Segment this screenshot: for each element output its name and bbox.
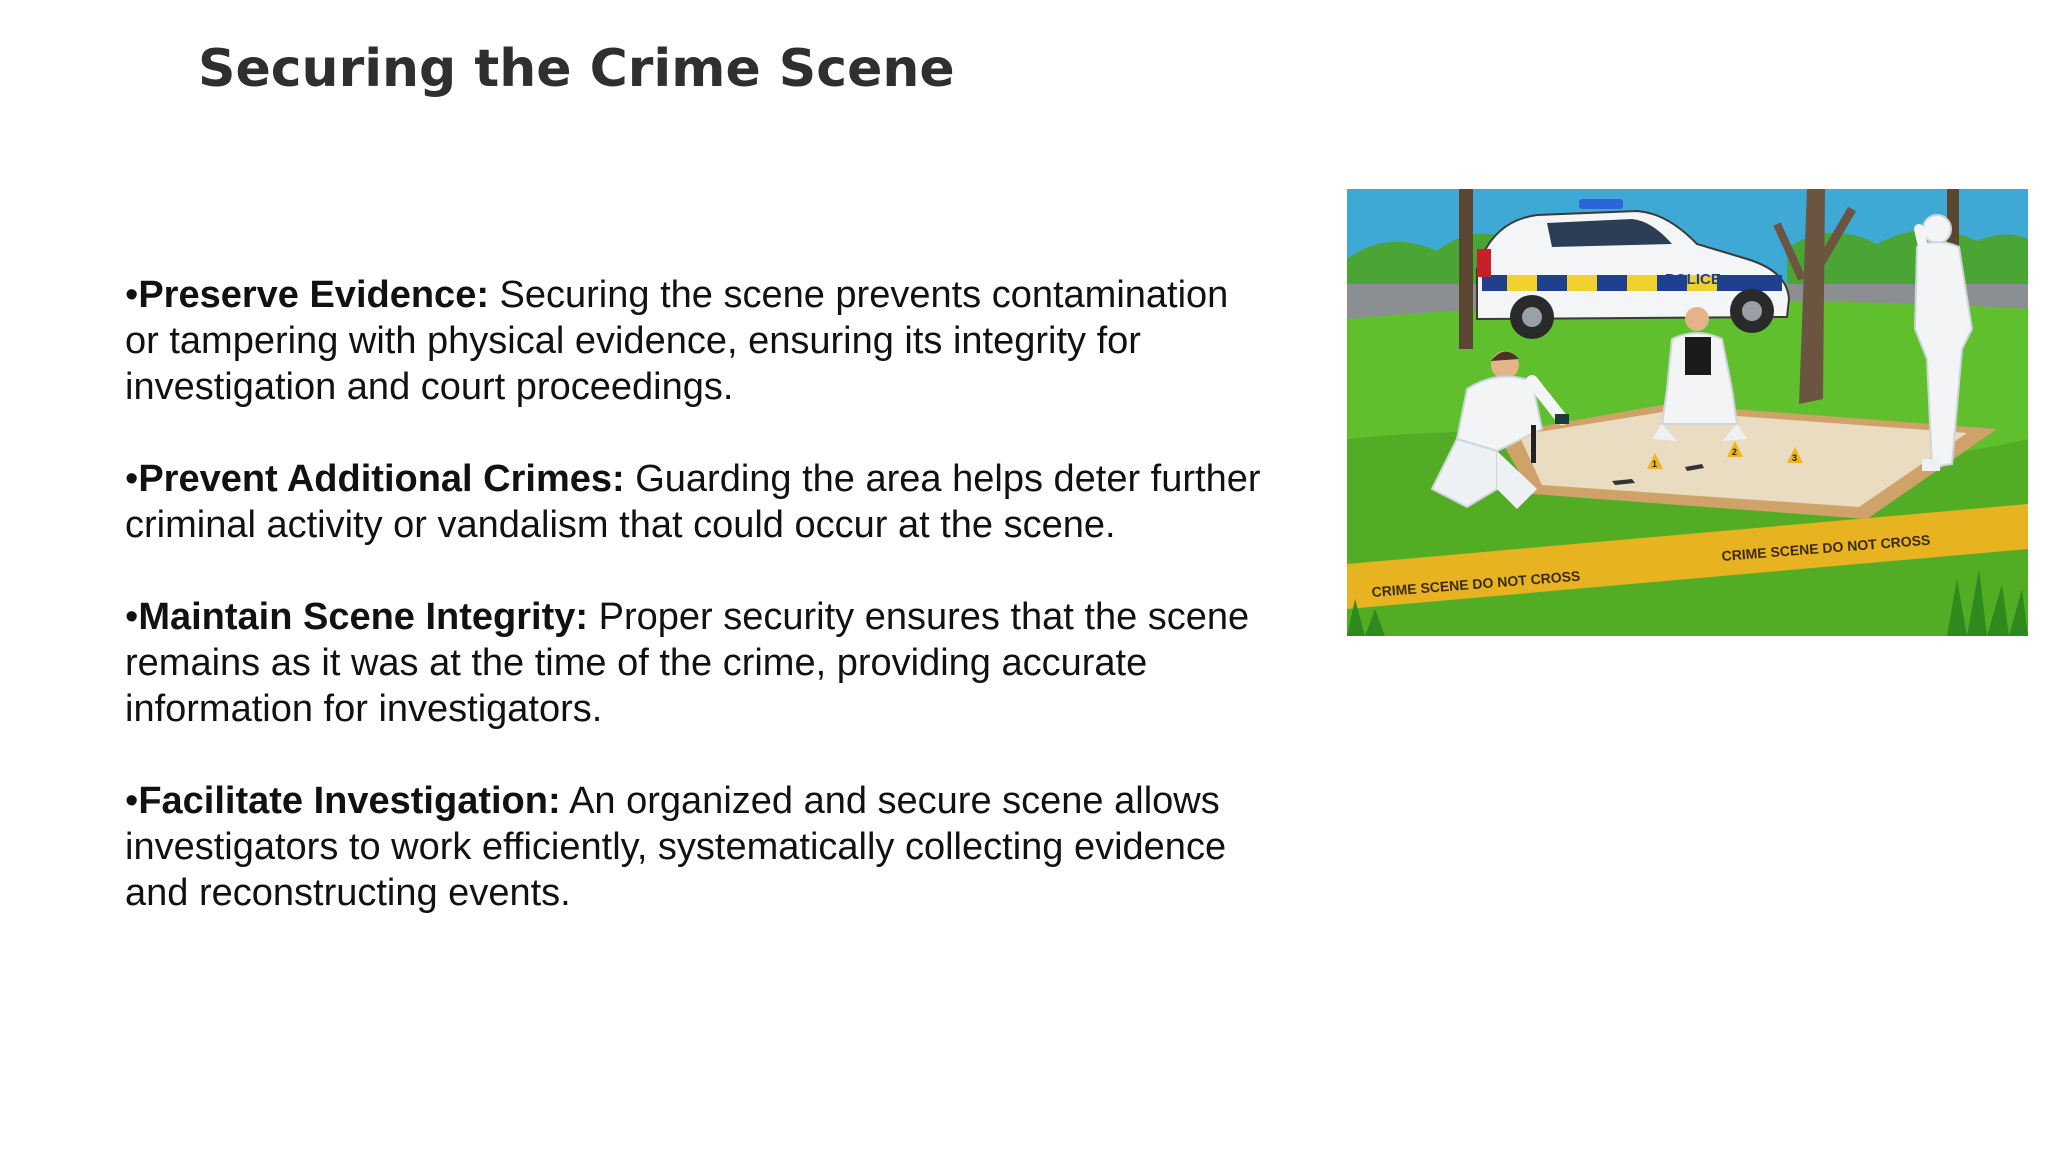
bullet-list [125,272,1265,962]
bullet-text: Securing the scene prevents contamination or tampering with physical evidence, ensuring its integrity for investigation and court proceedings. [125,274,1229,408]
bullet-marker: • [125,458,139,500]
bullet-maintain-integrity [125,594,1265,732]
bullet-text: Proper security ensures that the scene remains as it was at the time of the crime, providing accurate information for investigators. [125,596,1250,730]
svg-text:1: 1 [1652,459,1658,469]
bullet-heading: Prevent Additional Crimes: [138,458,625,500]
slide-title: Securing the Crime Scene [198,39,955,99]
tree-trunk [1459,189,1473,349]
bullet-text: Guarding the area helps deter further criminal activity or vandalism that could occur at the scene. [125,458,1261,546]
bullet-marker: • [125,596,139,638]
svg-text:2: 2 [1732,447,1738,457]
bullet-text: An organized and secure scene allows investigators to work efficiently, systematically collecting evidence and reconstructing events. [125,780,1227,914]
bullet-preserve-evidence [125,272,1265,410]
siren-light [1579,199,1623,209]
clipboard-icon [1685,337,1711,375]
bullet-facilitate-investigation [125,778,1265,916]
bullet-heading: Maintain Scene Integrity: [138,596,589,638]
svg-text:3: 3 [1792,453,1798,463]
bullet-marker: • [125,274,139,316]
police-label: POLICE [1665,271,1721,288]
tape-text-right: CRIME SCENE DO NOT CROSS [1720,531,1931,564]
bullet-prevent-crimes [125,456,1265,548]
tape-text-left: CRIME SCENE DO NOT CROSS [1370,567,1581,600]
bullet-marker: • [125,780,139,822]
camera-icon [1555,414,1569,424]
crime-scene-illustration [1347,189,2028,636]
bullet-heading: Preserve Evidence: [138,274,489,316]
bullet-heading: Facilitate Investigation: [138,780,561,822]
crime-scene-image [1347,189,2028,636]
